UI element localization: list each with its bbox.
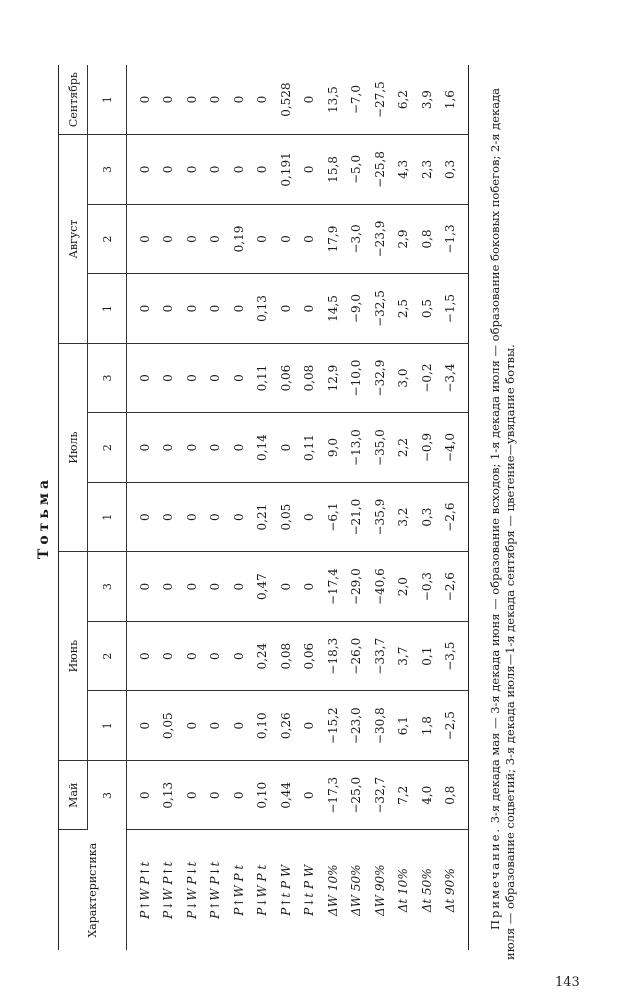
table-cell: 0,44 (274, 760, 298, 830)
table-cell: −2,5 (439, 691, 469, 761)
table-cell: 0 (227, 413, 251, 483)
table-cell: 4,3 (392, 135, 416, 205)
table-cell: 0,11 (251, 343, 275, 413)
table-row (127, 65, 157, 950)
table-cell: 0,3 (439, 135, 469, 205)
table-cell: 0 (204, 135, 228, 205)
table-cell: 0 (298, 482, 322, 552)
table-cell: −25,8 (368, 135, 392, 205)
table-cell: −15,2 (321, 691, 345, 761)
table-cell: 0 (204, 760, 228, 830)
table-cell: 0,24 (251, 621, 275, 691)
table-cell: 6,1 (392, 691, 416, 761)
table-cell: 0 (180, 204, 204, 274)
table-cell: −23,9 (368, 204, 392, 274)
table-cell: 0 (180, 65, 204, 135)
table-cell: 0 (274, 274, 298, 344)
row-label: P↓W P↑t (161, 861, 176, 919)
row-label: ΔW 10% (325, 864, 340, 916)
table-cell: 3,0 (392, 343, 416, 413)
table-cell: 12,9 (321, 343, 345, 413)
footnote (488, 75, 518, 960)
table-row (251, 65, 275, 950)
table-cell: 3,7 (392, 621, 416, 691)
table-cell: 0 (204, 691, 228, 761)
row-label: Δt 50% (419, 868, 434, 913)
table-cell: 0 (204, 552, 228, 622)
table-cell: 1,8 (415, 691, 439, 761)
table-cell: 0 (227, 135, 251, 205)
table-cell: 0,5 (415, 274, 439, 344)
table-cell: −25,0 (345, 760, 369, 830)
table-cell: 2,2 (392, 413, 416, 483)
page-number: 143 (555, 975, 580, 990)
table-cell: 0 (227, 274, 251, 344)
table-row (227, 65, 251, 950)
table-cell: 0 (127, 274, 157, 344)
table-row (157, 65, 181, 950)
table-cell: −35,9 (368, 482, 392, 552)
table-cell: 0 (180, 274, 204, 344)
table-cell: 0 (274, 204, 298, 274)
decade-header: 2 (88, 621, 127, 691)
decade-header: 1 (88, 65, 127, 135)
decade-header: 3 (88, 343, 127, 413)
table-cell: −3,5 (439, 621, 469, 691)
month-header: Июль (59, 343, 88, 552)
table-cell: −3,4 (439, 343, 469, 413)
table-cell: 0,05 (274, 482, 298, 552)
table-cell: −0,3 (415, 552, 439, 622)
table-cell: 0 (227, 621, 251, 691)
table-cell: −32,9 (368, 343, 392, 413)
table-cell: −13,0 (345, 413, 369, 483)
table-row (439, 65, 469, 950)
table-cell: 0 (157, 343, 181, 413)
table-cell: 0 (127, 204, 157, 274)
table-cell: 0 (274, 552, 298, 622)
decade-header: 1 (88, 274, 127, 344)
table-cell: 0,10 (251, 760, 275, 830)
table-cell: 0,10 (251, 691, 275, 761)
table-cell: 0 (157, 135, 181, 205)
table-cell: 0 (251, 135, 275, 205)
table-cell: −3,0 (345, 204, 369, 274)
page-title: Тотьма (36, 475, 52, 560)
table-cell: 0 (180, 482, 204, 552)
table-cell: 0,06 (274, 343, 298, 413)
table-body (127, 65, 469, 950)
decade-header: 1 (88, 691, 127, 761)
table-cell: 0 (227, 65, 251, 135)
table-cell: 1,6 (439, 65, 469, 135)
table-cell: −1,3 (439, 204, 469, 274)
table-cell: 0 (127, 413, 157, 483)
table-cell: 0 (227, 760, 251, 830)
table-cell: 0 (180, 691, 204, 761)
row-label: P↑W P t (231, 864, 246, 916)
table-cell: 0,8 (439, 760, 469, 830)
rotated-page (36, 65, 576, 970)
table-cell: 0 (127, 482, 157, 552)
table-cell: −1,5 (439, 274, 469, 344)
table-cell: 6,2 (392, 65, 416, 135)
table-row (274, 65, 298, 950)
table-cell: 0 (180, 413, 204, 483)
table-cell: 0 (298, 204, 322, 274)
table-cell: 0 (127, 552, 157, 622)
table-cell: −7,0 (345, 65, 369, 135)
month-header: Сентябрь (59, 65, 88, 135)
table-cell: −32,7 (368, 760, 392, 830)
table-cell: 0 (204, 343, 228, 413)
table-cell: −9,0 (345, 274, 369, 344)
table-cell: 0,47 (251, 552, 275, 622)
decade-header: 3 (88, 760, 127, 830)
table-cell: 0 (180, 135, 204, 205)
table-cell: 0,14 (251, 413, 275, 483)
table-cell: 0,8 (415, 204, 439, 274)
table-cell: −30,8 (368, 691, 392, 761)
table-cell: 0 (204, 65, 228, 135)
month-header-row (59, 65, 88, 950)
table-cell: 0,06 (298, 621, 322, 691)
table-cell: 0 (157, 204, 181, 274)
table-row (368, 65, 392, 950)
row-label: P↑W P↓t (208, 861, 223, 919)
table-cell: 0 (298, 65, 322, 135)
table-cell: 0 (157, 482, 181, 552)
decade-header: 3 (88, 552, 127, 622)
table-cell: −26,0 (345, 621, 369, 691)
table-cell: 0 (180, 621, 204, 691)
month-header: Май (59, 760, 88, 830)
table-cell: −17,3 (321, 760, 345, 830)
month-header: Август (59, 135, 88, 344)
row-label: ΔW 90% (372, 864, 387, 916)
table-cell: 0 (127, 65, 157, 135)
table-cell: 0 (298, 760, 322, 830)
table-cell: −23,0 (345, 691, 369, 761)
table-cell: −33,7 (368, 621, 392, 691)
table-cell: 0 (204, 204, 228, 274)
table-cell: 0,19 (227, 204, 251, 274)
table-cell: 0,26 (274, 691, 298, 761)
table-cell: −2,6 (439, 482, 469, 552)
table-cell: 2,5 (392, 274, 416, 344)
table-row (345, 65, 369, 950)
table-cell: 0 (298, 135, 322, 205)
row-label: P↑W P↑t (137, 861, 152, 919)
footnote-prefix: Примечание. (488, 826, 502, 930)
table-cell: 0,3 (415, 482, 439, 552)
table-cell: 3,9 (415, 65, 439, 135)
table-cell: −0,9 (415, 413, 439, 483)
table-cell: −6,1 (321, 482, 345, 552)
table-cell: 0 (227, 552, 251, 622)
table-cell: −18,3 (321, 621, 345, 691)
table-cell: 0 (298, 691, 322, 761)
table-cell: 0,191 (274, 135, 298, 205)
table-cell: 0 (298, 274, 322, 344)
table-cell: −40,6 (368, 552, 392, 622)
table-cell: 15,8 (321, 135, 345, 205)
table-cell: 0,21 (251, 482, 275, 552)
table-cell: 2,3 (415, 135, 439, 205)
table-cell: 0,13 (251, 274, 275, 344)
table-cell: 0 (157, 274, 181, 344)
table-cell: −17,4 (321, 552, 345, 622)
table-cell: 0,528 (274, 65, 298, 135)
table-cell: 17,9 (321, 204, 345, 274)
table-cell: 0 (298, 552, 322, 622)
table-cell: 0 (204, 482, 228, 552)
table-cell: 0,05 (157, 691, 181, 761)
table-cell: −5,0 (345, 135, 369, 205)
table-cell: −29,0 (345, 552, 369, 622)
table-cell: 2,0 (392, 552, 416, 622)
table-cell: 2,9 (392, 204, 416, 274)
table-cell: 0 (227, 482, 251, 552)
row-label: P↓W P t (255, 864, 270, 916)
row-label: Δt 90% (439, 830, 469, 950)
table-cell: 0 (157, 552, 181, 622)
table-cell: 0,08 (274, 621, 298, 691)
table-cell: 7,2 (392, 760, 416, 830)
table-cell: 0 (204, 413, 228, 483)
table-row (204, 65, 228, 950)
table-cell: 0 (251, 204, 275, 274)
table-row (392, 65, 416, 950)
table-cell: 0 (204, 274, 228, 344)
table-cell: 0,13 (157, 760, 181, 830)
table-cell: 0,11 (298, 413, 322, 483)
table-cell: −27,5 (368, 65, 392, 135)
table-cell: 0 (180, 343, 204, 413)
row-label: P↑t P W (278, 864, 293, 916)
row-label: ΔW 50% (349, 864, 364, 916)
footnote-text: 3-я декада мая — 3-я декада июня — образование всходов; 1-я декада июля — образование боковых побегов; 2-я декада июля — образование соцветий; 3-я декада июля—1-я декада сентября — цветение—увядание ботвы. (488, 87, 517, 960)
table-cell: −21,0 (345, 482, 369, 552)
table-cell: 0 (127, 135, 157, 205)
row-label: P↓t P W (302, 864, 317, 916)
table-cell: 0 (127, 760, 157, 830)
month-header: Июнь (59, 552, 88, 761)
table-cell: 4,0 (415, 760, 439, 830)
table-cell: 0 (180, 552, 204, 622)
table-row (180, 65, 204, 950)
table-row (415, 65, 439, 950)
row-label: P↓W P↓t (184, 861, 199, 919)
row-label: Δt 10% (396, 868, 411, 913)
decade-header: 2 (88, 204, 127, 274)
table-cell: 0 (180, 760, 204, 830)
table-cell: 0 (127, 691, 157, 761)
table-cell: 0 (157, 413, 181, 483)
table-cell: 0,1 (415, 621, 439, 691)
table-cell: 3,2 (392, 482, 416, 552)
table-row (321, 65, 345, 950)
decade-header-row (88, 65, 127, 950)
table-cell: −35,0 (368, 413, 392, 483)
table-cell: 0 (157, 621, 181, 691)
characteristic-header: Характеристика (59, 830, 127, 950)
table-cell: 0 (127, 343, 157, 413)
table-cell: 13,5 (321, 65, 345, 135)
table-cell: 0 (251, 65, 275, 135)
table-cell: 0 (274, 413, 298, 483)
table-cell: 0,08 (298, 343, 322, 413)
table-cell: −2,6 (439, 552, 469, 622)
decade-header: 3 (88, 135, 127, 205)
table-cell: 0 (157, 65, 181, 135)
decade-header: 2 (88, 413, 127, 483)
data-table (58, 65, 469, 950)
table-cell: −0,2 (415, 343, 439, 413)
table-cell: 0 (227, 691, 251, 761)
table-row (298, 65, 322, 950)
table-cell: 0 (227, 343, 251, 413)
decade-header: 1 (88, 482, 127, 552)
table-cell: −32,5 (368, 274, 392, 344)
table-cell: 0 (204, 621, 228, 691)
table-cell: −10,0 (345, 343, 369, 413)
table-cell: −4,0 (439, 413, 469, 483)
table-cell: 0 (127, 621, 157, 691)
table-cell: 9,0 (321, 413, 345, 483)
table-cell: 14,5 (321, 274, 345, 344)
